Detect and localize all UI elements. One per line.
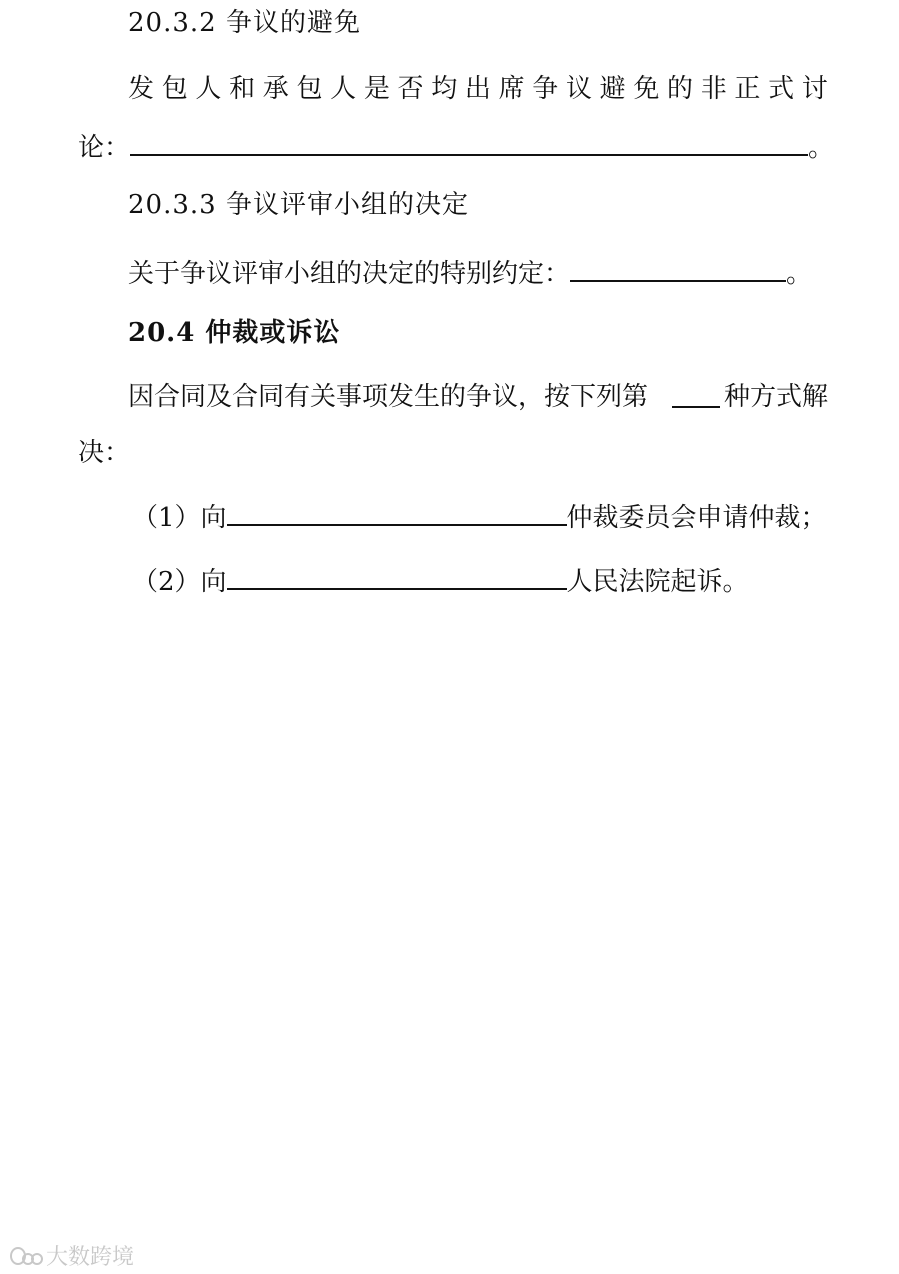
watermark	[10, 1240, 134, 1271]
char: 是	[363, 74, 390, 104]
blank-field-court[interactable]	[227, 562, 567, 590]
char: 免	[633, 74, 660, 104]
char: 席	[498, 74, 525, 104]
paragraph-20-3-3	[128, 254, 812, 291]
paragraph-suffix: 。	[786, 259, 813, 289]
paragraph-20-3-2-line2	[78, 128, 834, 165]
paragraph-20-4-line1	[128, 380, 828, 414]
section-heading-20-3-3: 20.3.3 争议评审小组的决定	[128, 190, 469, 220]
section-heading-20-3-2: 20.3.2 争议的避免	[128, 8, 361, 38]
blank-field-attendance[interactable]	[130, 128, 808, 156]
char: 承	[262, 74, 289, 104]
char: 非	[700, 74, 727, 104]
char: 均	[431, 74, 458, 104]
char: 议	[565, 74, 592, 104]
option-suffix: 人民法院起诉。	[566, 567, 749, 597]
option-arbitration	[132, 498, 827, 535]
blank-field-method-number[interactable]	[672, 380, 720, 408]
paragraph-20-3-2-line1	[128, 72, 828, 106]
char: 和	[229, 74, 256, 104]
char: 避	[599, 74, 626, 104]
brand-logo-icon	[10, 1245, 42, 1267]
char: 出	[464, 74, 491, 104]
char: 的	[667, 74, 694, 104]
char: 式	[768, 74, 795, 104]
option-suffix: 仲裁委员会申请仲裁；	[566, 503, 827, 533]
char: 包	[296, 74, 323, 104]
char: 争	[532, 74, 559, 104]
char: 发	[128, 74, 155, 104]
paragraph-prefix: 因合同及合同有关事项发生的争议，按下列第	[128, 382, 649, 412]
option-litigation	[132, 562, 749, 599]
paragraph-prefix: 关于争议评审小组的决定的特别约定：	[128, 259, 571, 289]
paragraph-suffix: 种方式解	[723, 382, 828, 412]
char: 否	[397, 74, 424, 104]
watermark-text: 大数跨境	[46, 1245, 135, 1270]
char: 正	[734, 74, 761, 104]
paragraph-suffix: 。	[808, 133, 835, 163]
char: 人	[195, 74, 222, 104]
paragraph-20-4-line2: 决：	[78, 438, 131, 468]
char: 讨	[801, 74, 828, 104]
char: 包	[161, 74, 188, 104]
char: 人	[330, 74, 357, 104]
section-heading-20-4: 20.4 仲裁或诉讼	[128, 318, 341, 348]
blank-field-special-agreement[interactable]	[570, 254, 786, 282]
blank-field-arbitration-commission[interactable]	[227, 498, 567, 526]
paragraph-prefix: 论：	[78, 133, 131, 163]
choice-group	[672, 380, 828, 414]
option-prefix: （2）向	[132, 567, 227, 597]
option-prefix: （1）向	[132, 503, 227, 533]
